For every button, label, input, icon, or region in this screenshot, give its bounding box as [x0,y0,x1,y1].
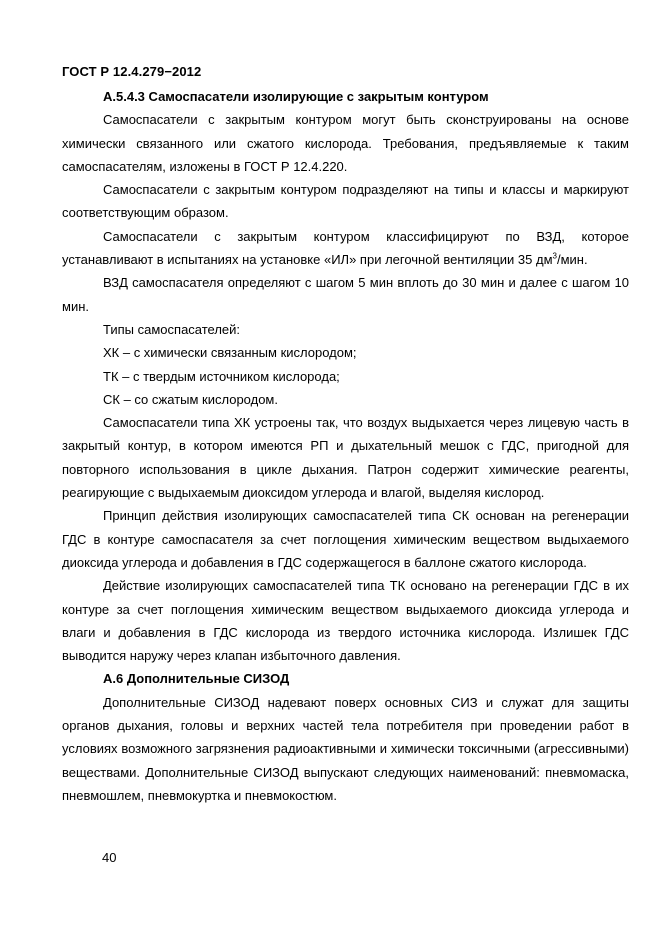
cubic-superscript: 3 [552,251,557,261]
page-content [62,85,629,807]
classification-text: Самоспасатели с закрытым контуром классифицируют по ВЗД, которое устанавливают в испытаниях на установке «ИЛ» при легочной вентиляции 35 дм [62,228,629,268]
list-item-type-sk: СК – со сжатым кислородом. [103,391,278,407]
paragraph-additional-sizod: Дополнительные СИЗОД надевают поверх основных СИЗ и служат для защиты органов дыхания, головы и верхних частей тела потребителя при проведении работ в условиях возможного загрязнения радиоактивными и химически токсичными (агрессивными) веществами. Дополнительные СИЗОД выпускают следующих наименований: пневмомаска, пневмошлем, пневмокуртка и пневмокостюм. [62,694,629,803]
paragraph-type-sk-principle: Принцип действия изолирующих самоспасателей типа СК основан на регенерации ГДС в контуре самоспасателя за счет поглощения химическим веществом выдыхаемого диоксида углерода и добавления в ГДС содержащегося в баллоне сжатого кислорода. [62,508,629,570]
paragraph-classification [62,225,629,272]
section-heading-a6: А.6 Дополнительные СИЗОД [103,671,290,687]
standard-id-header: ГОСТ Р 12.4.279−2012 [62,64,202,79]
paragraph-types-classes: Самоспасатели с закрытым контуром подразделяют на типы и классы и маркируют соответствующим образом. [62,182,629,221]
types-intro: Типы самоспасателей: [103,321,241,337]
paragraph-time-step: ВЗД самоспасателя определяют с шагом 5 мин вплоть до 30 мин и далее с шагом 10 мин. [62,275,629,314]
flow-unit-suffix: /мин. [556,252,588,268]
paragraph-type-tk-action: Действие изолирующих самоспасателей типа ТК основано на регенерации ГДС в их контуре за счет поглощения химическим веществом выдыхаемого диоксида углерода и влаги и добавления в ГДС кислорода из твердого источника кислорода. Излишек ГДС выводится наружу через клапан избыточного давления. [62,578,629,664]
list-item-type-tk: ТК – с твердым источником кислорода; [103,368,340,384]
paragraph-closed-circuit-design: Самоспасатели с закрытым контуром могут быть сконструированы на основе химически связанного или сжатого кислорода. Требования, предъявляемые к таким самоспасателям, изложены в ГОСТ Р 12.4.220. [62,112,629,174]
page-number: 40 [102,850,117,865]
section-heading-a543: А.5.4.3 Самоспасатели изолирующие с закрытым контуром [103,89,489,104]
list-item-type-hk: ХК – с химически связанным кислородом; [103,345,357,361]
paragraph-type-hk-description: Самоспасатели типа ХК устроены так, что воздух выдыхается через лицевую часть в закрытый контур, в котором имеются РП и дыхательный мешок с ГДС, пригодной для повторного использования в цикле дыхания. Патрон содержит химические реагенты, реагирующие с выдыхаемым диоксидом углерода и влагой, выделяя кислород. [62,415,629,501]
